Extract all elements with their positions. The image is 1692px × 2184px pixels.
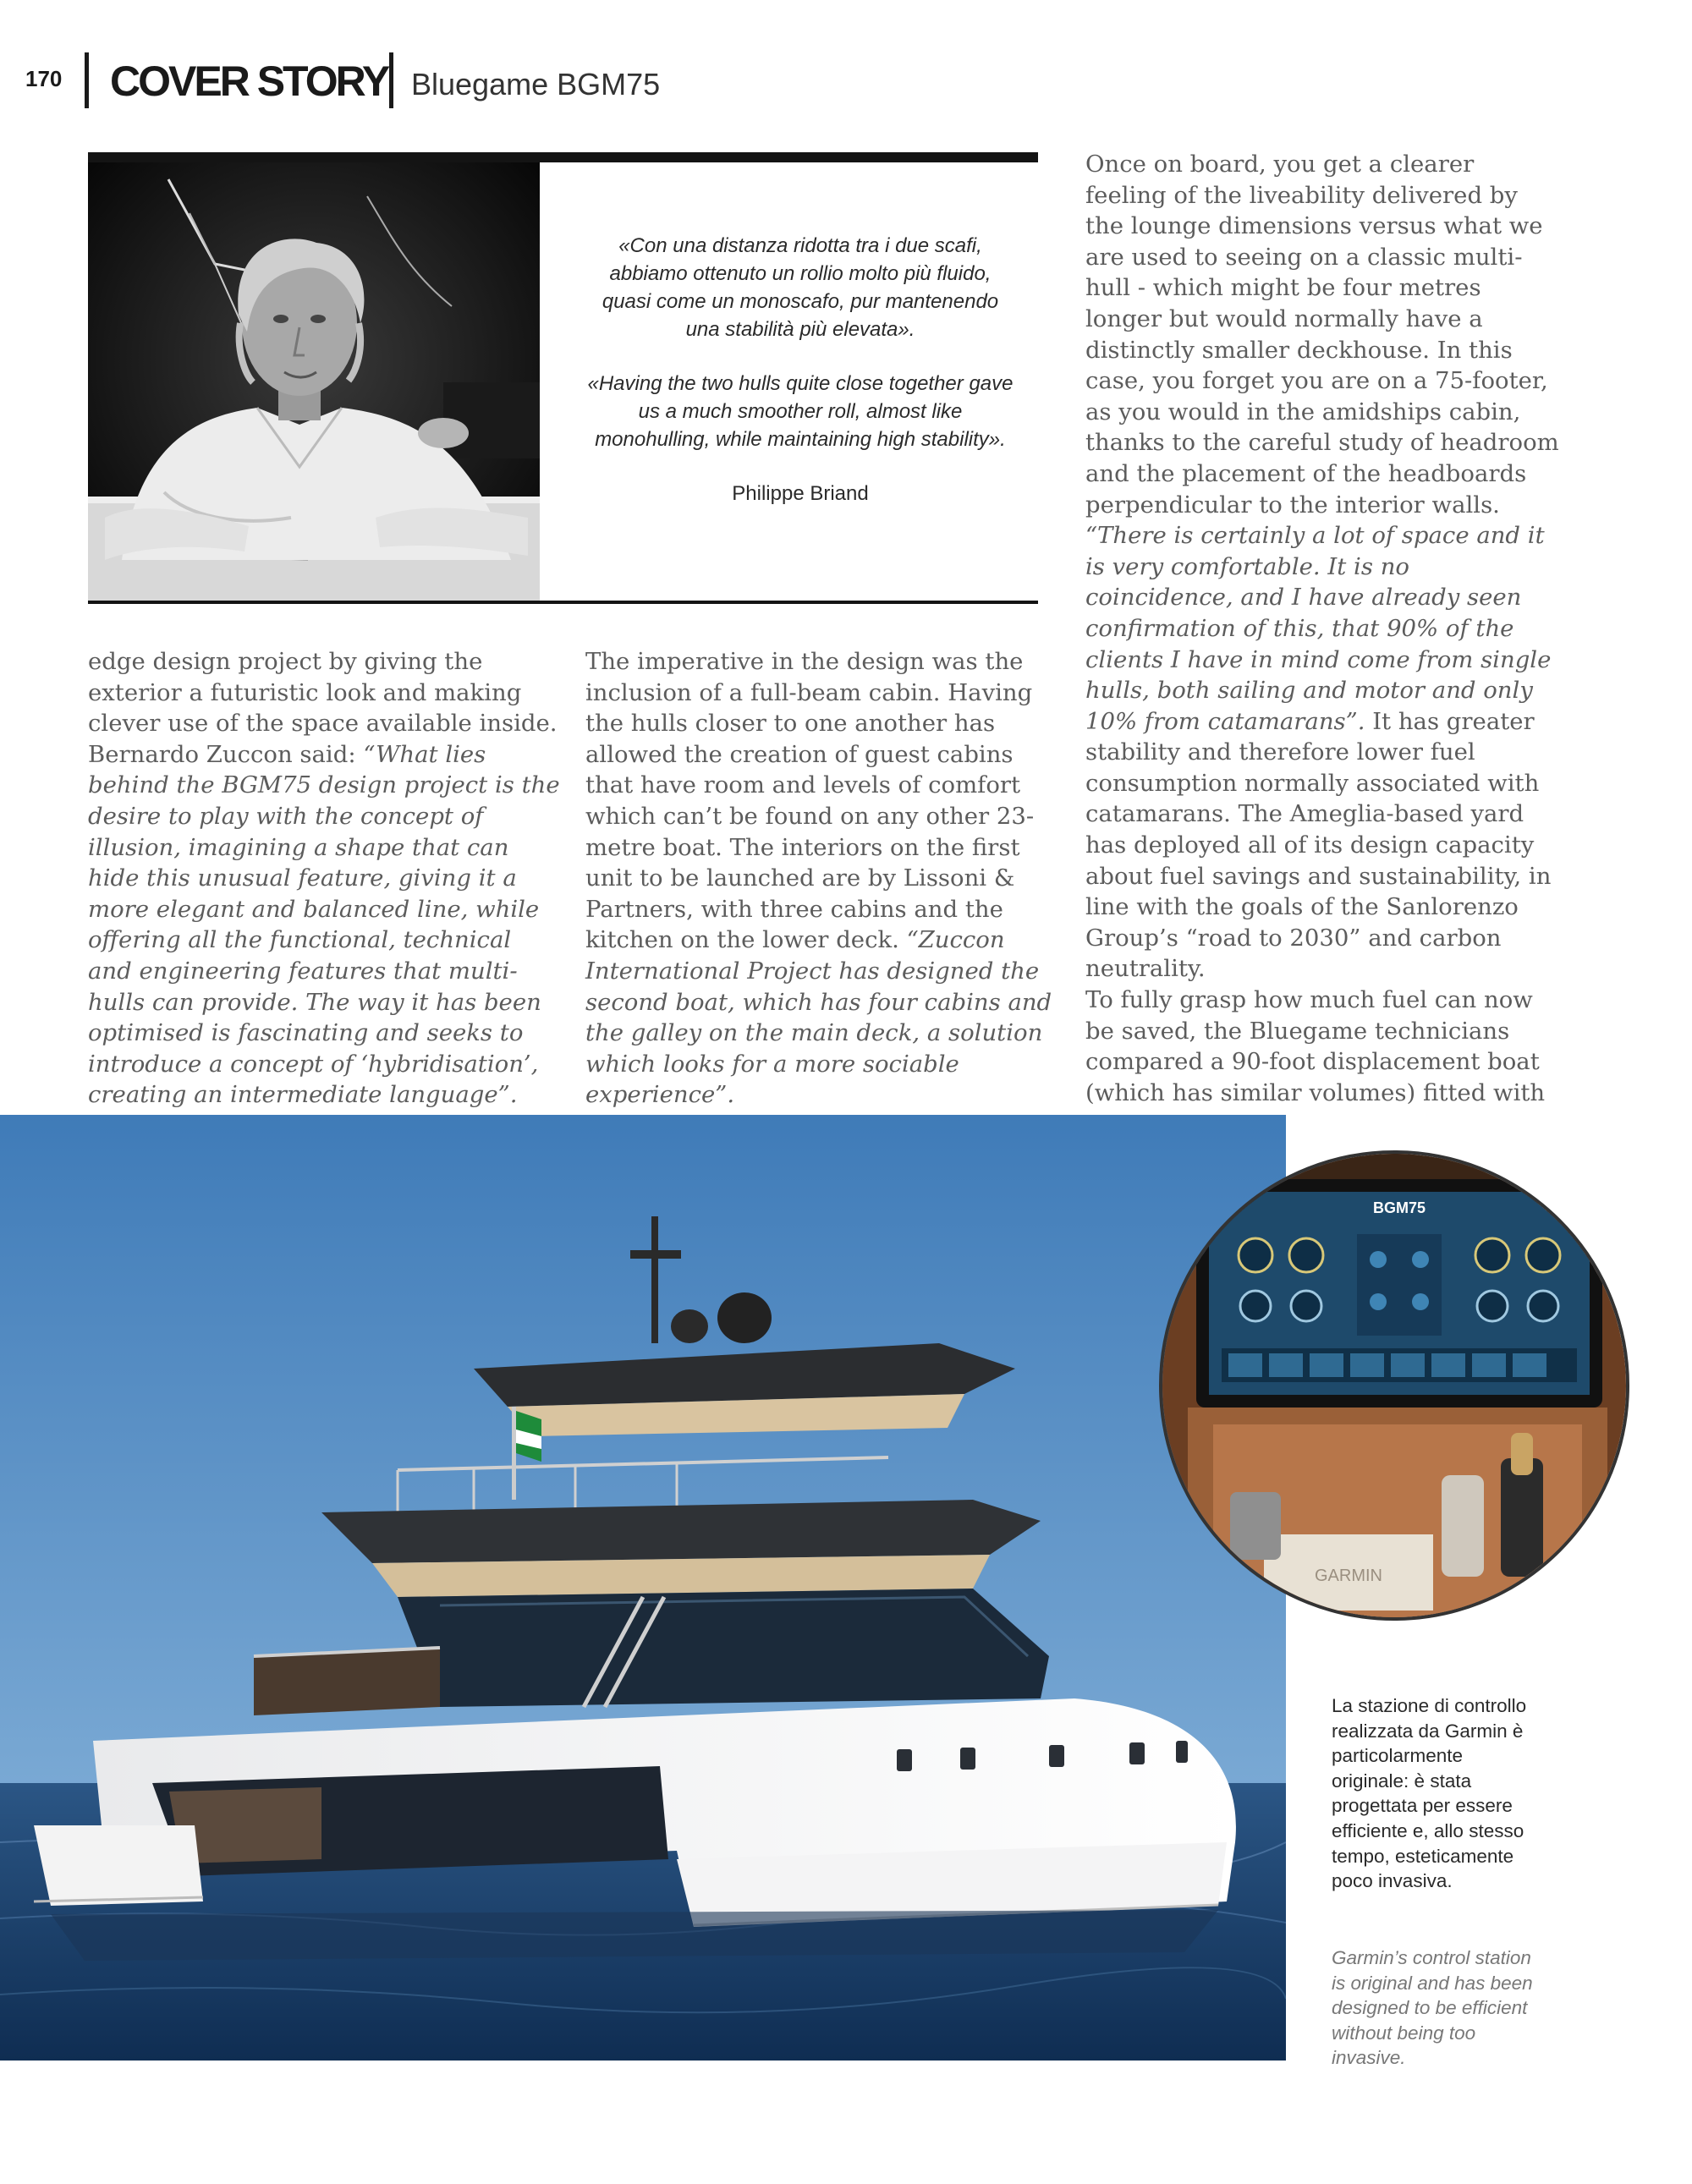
brand-label: GARMIN	[1315, 1567, 1382, 1585]
yacht-photo	[0, 1115, 1286, 2061]
quote-english: «Having the two hulls quite close together gave us a much smoother roll, almost like monohulling, while maintaining high stability».	[587, 372, 1014, 451]
italic-quote: “There is certainly a lot of space and it is very comfortable. It is no coincidence, and I have already seen confirmation of this, that 90% of the clients I have in mind come from single hulls, both sailing and motor and only 10% from catamarans”.	[1085, 522, 1552, 735]
paragraph	[1085, 985, 1559, 1108]
text-run: It has greater stability and therefore lower fuel consumption normally associated with catamarans. The Ameglia-based yard has deployed all of its design capacity about fuel savings and sustainability, in line with the goals of the Sanlorenzo Group’s “road to 2030” and carbon neutrality.	[1085, 707, 1552, 983]
text-run: To fully grasp how much fuel can now be saved, the Bluegame technicians compared a 90-foot displacement boat (which has similar volumes) fitted with	[1085, 986, 1546, 1106]
body-column-1	[88, 646, 562, 1111]
caption-english: Garmin’s control station is original and has been designed to be efficient without being too invasive.	[1332, 1947, 1533, 2069]
paragraph	[1085, 520, 1559, 985]
body-column-2	[585, 646, 1059, 1111]
italic-quote: “Zuccon International Project has designed the second boat, which has four cabins and the galley on the main deck, a solution which looks for a more sociable experience”.	[585, 926, 1052, 1109]
quote-bottom-rule	[88, 601, 1038, 604]
header-divider	[389, 52, 393, 108]
article-subject: Bluegame BGM75	[411, 67, 661, 102]
paragraph	[88, 646, 562, 1111]
section-title: COVER STORY	[110, 58, 388, 105]
text-run: Once on board, you get a clearer feeling of the liveability delivered by the lounge dimensions versus what we are used to seeing on a classic multi-hull - which might be four metres longer but would normally have a distinctly smaller deckhouse. In this case, you forget you are on a 75-footer, as you would in the amidships cabin, thanks to the careful study of headroom and the placement of the headboards perpendicular to the interior walls.	[1085, 151, 1559, 519]
caption-italian: La stazione di controllo realizzata da Garmin è particolarmente originale: è stata progettata per essere efficiente e, allo stesso tempo, esteticamente poco invasiva.	[1332, 1695, 1527, 1892]
quote-italian: «Con una distanza ridotta tra i due scafi, abbiamo ottenuto un rollio molto più fluido, quasi come un monoscafo, pur mantenendo una stabilità più elevata».	[602, 234, 999, 341]
page-number: 170	[25, 66, 63, 91]
paragraph	[585, 646, 1059, 1111]
quote-author: Philippe Briand	[732, 482, 869, 505]
designer-portrait	[88, 162, 540, 601]
screen-title: BGM75	[1372, 1199, 1426, 1216]
body-column-3	[1085, 149, 1559, 1108]
text-run: The imperative in the design was the inclusion of a full-beam cabin. Having the hulls closer to one another has allowed the creation of guest cabins that have room and levels of comfort which can’t be found on any other 23-metre boat. The interiors on the first unit to be launched are by Lissoni & Partners, with three cabins and the kitchen on the lower deck.	[585, 648, 1035, 954]
pull-quote	[584, 232, 1017, 508]
header-divider	[85, 52, 89, 108]
italic-quote: “What lies behind the BGM75 design project is the desire to play with the concept of illusion, imagining a shape that can hide this unusual feature, giving it a more elegant and balanced line, while offering all the functional, technical and engineering features that multi-hulls can provide. The way it has been optimised is fascinating and seeks to introduce a concept of ‘hybridisation’, creating an intermediate language”.	[88, 740, 560, 1109]
text-run: edge design project by giving the exterior a futuristic look and making clever use of the space available inside. Bernardo Zuccon said:	[88, 648, 558, 768]
paragraph	[1085, 149, 1559, 520]
helm-station-photo	[1159, 1150, 1629, 1621]
quote-top-rule	[88, 152, 1038, 162]
